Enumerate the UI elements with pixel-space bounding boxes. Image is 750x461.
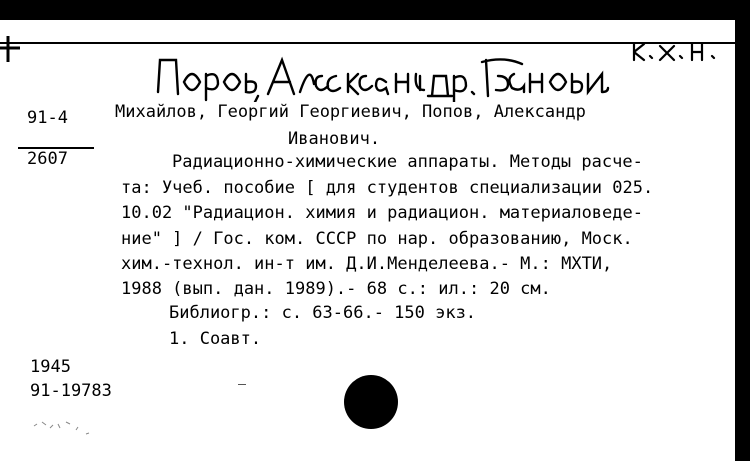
faint-stamp-trace	[28, 408, 118, 438]
body-line: Радиационно-химические аппараты. Методы расче-	[172, 152, 643, 172]
body-line: ние" ] / Гос. ком. СССР по нар. образованию, Моск.	[121, 229, 633, 249]
body-line: та: Учеб. пособие [ для студентов специализации 025.	[121, 178, 654, 198]
coauthor-line: 1. Соавт.	[169, 329, 262, 349]
footer-number: 91-19783	[30, 381, 112, 401]
punch-hole	[344, 375, 398, 429]
authors-line: Михайлов, Георгий Георгиевич, Попов, Александр	[115, 102, 586, 122]
bibliography-line: Библиогр.: с. 63-66.- 150 экз.	[169, 303, 477, 323]
body-line: 1988 (вып. дан. 1989).- 68 с.: ил.: 20 см.	[121, 279, 551, 299]
top-edge-band	[0, 0, 735, 20]
body-line: 10.02 "Радиацион. химия и радиацион. материаловеде-	[121, 203, 643, 223]
shelf-mark-bottom: 2607	[27, 149, 68, 169]
footer-year: 1945	[30, 357, 71, 377]
handwritten-author-heading	[150, 52, 610, 102]
top-rule	[0, 42, 735, 44]
handwritten-degree-mark	[630, 38, 725, 64]
body-line: хим.-технол. ин-т им. Д.И.Менделеева.- М.: МХТИ,	[121, 254, 613, 274]
authors-line-continued: Иванович.	[288, 129, 381, 149]
shelf-mark-top: 91-4	[27, 108, 68, 128]
stray-mark	[238, 384, 246, 385]
corner-plus-mark	[0, 34, 22, 64]
